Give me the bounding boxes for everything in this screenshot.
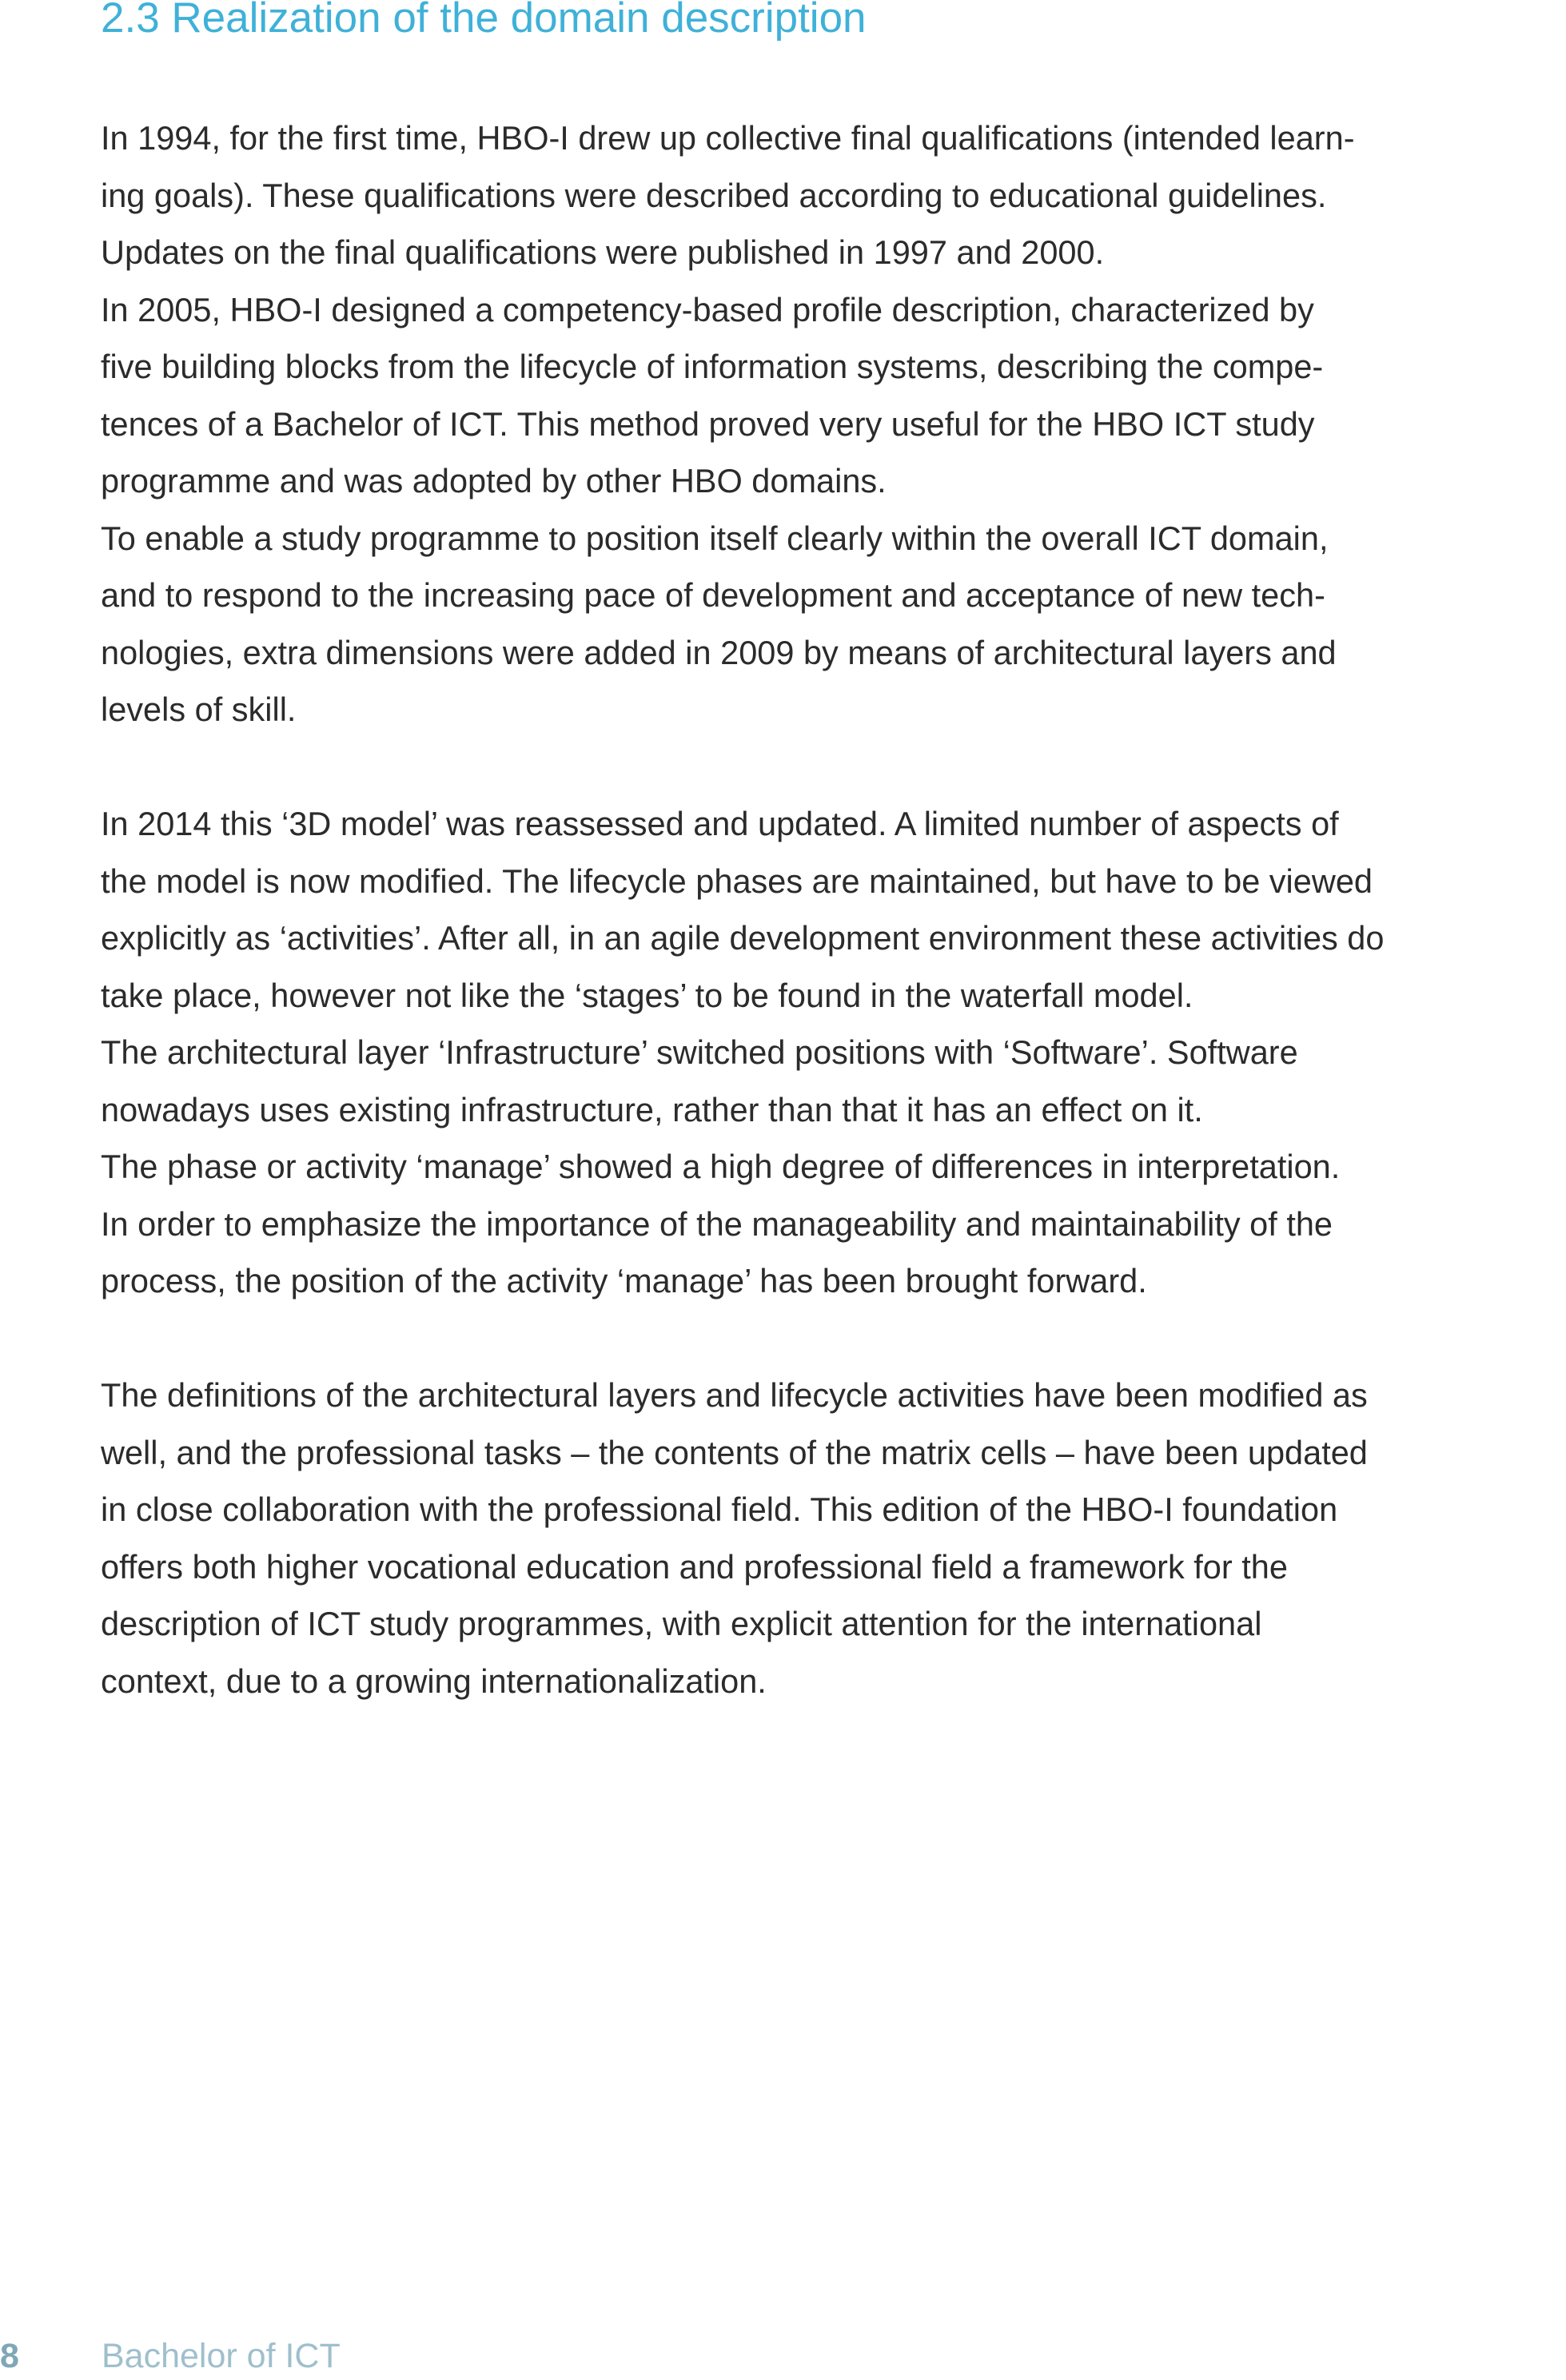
paragraph-gap — [101, 1310, 1566, 1367]
text-line: levels of skill. — [101, 691, 297, 728]
text-line: explicitly as ‘activities’. After all, in an agile development environment these activities do — [101, 919, 1385, 957]
text-line: The phase or activity ‘manage’ showed a high degree of differences in interpretation. — [101, 1148, 1341, 1185]
page-footer — [0, 2332, 1566, 2380]
text-line: take place, however not like the ‘stages’ to be found in the waterfall model. — [101, 976, 1193, 1014]
text-line: In order to emphasize the importance of the manageability and maintainability of the — [101, 1204, 1333, 1243]
paragraph-1 — [101, 109, 1566, 738]
text-line: Updates on the final qualifications were published in 1997 and 2000. — [101, 233, 1105, 271]
text-line: In 2005, HBO-I designed a competency-based profile description, characterized by — [101, 290, 1314, 328]
text-line: To enable a study programme to position itself clearly within the overall ICT domain, — [101, 519, 1329, 557]
text-line: ing goals). These qualifications were described according to educational guidelines. — [101, 176, 1327, 214]
paragraph-2 — [101, 795, 1566, 1310]
text-line: programme and was adopted by other HBO domains. — [101, 462, 887, 499]
text-line: process, the position of the activity ‘manage’ has been brought forward. — [101, 1262, 1147, 1299]
text-line: The architectural layer ‘Infrastructure’ switched positions with ‘Software’. Software — [101, 1033, 1298, 1071]
text-line: offers both higher vocational education and professional field a framework for the — [101, 1547, 1288, 1586]
paragraph-gap — [101, 738, 1566, 796]
text-line: In 1994, for the first time, HBO-I drew up collective final qualifications (intended learn- — [101, 119, 1355, 157]
text-line: five building blocks from the lifecycle of information systems, describing the compe- — [101, 348, 1324, 385]
text-line: well, and the professional tasks – the contents of the matrix cells – have been updated — [101, 1433, 1368, 1471]
text-line: In 2014 this ‘3D model’ was reassessed and updated. A limited number of aspects of — [101, 805, 1339, 842]
text-line: The definitions of the architectural layers and lifecycle activities have been modified as — [101, 1376, 1368, 1414]
text-line: the model is now modified. The lifecycle phases are maintained, but have to be viewed — [101, 862, 1373, 900]
paragraph-3 — [101, 1367, 1566, 1709]
page-number: 8 — [0, 2337, 19, 2375]
text-line: nowadays uses existing infrastructure, rather than that it has an effect on it. — [101, 1090, 1203, 1128]
body-text — [101, 109, 1566, 1709]
text-line: context, due to a growing internationalization. — [101, 1662, 767, 1700]
text-line: nologies, extra dimensions were added in 2009 by means of architectural layers and — [101, 633, 1337, 671]
text-line: description of ICT study programmes, with explicit attention for the international — [101, 1605, 1262, 1642]
text-line: tences of a Bachelor of ICT. This method proved very useful for the HBO ICT study — [101, 404, 1315, 443]
running-title: Bachelor of ICT — [102, 2337, 341, 2375]
text-line: and to respond to the increasing pace of development and acceptance of new tech- — [101, 576, 1325, 614]
section-heading: 2.3 Realization of the domain description — [101, 0, 867, 42]
text-line: in close collaboration with the professional field. This edition of the HBO-I foundation — [101, 1490, 1338, 1528]
